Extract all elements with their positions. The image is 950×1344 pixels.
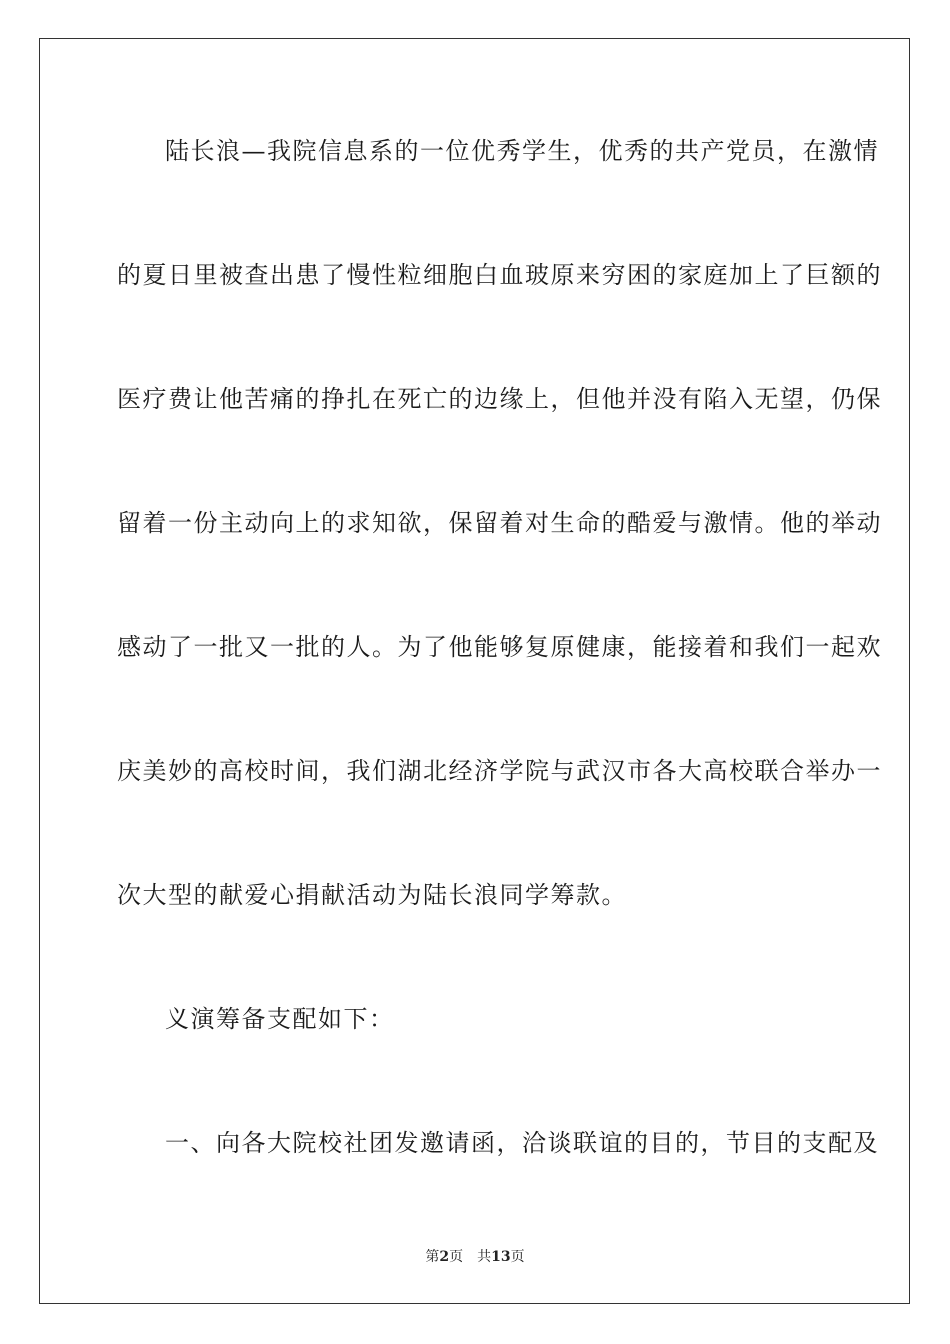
page-prefix: 第 <box>425 1249 440 1265</box>
page-border <box>39 38 910 1304</box>
paragraph-line-5: 感动了一批又一批的人。为了他能够复原健康，能接着和我们一起欢 <box>117 633 882 661</box>
paragraph-line-1: 陆长浪—我院信息系的一位优秀学生，优秀的共产党员，在激情 <box>165 137 879 165</box>
paragraph-line-6: 庆美妙的高校时间，我们湖北经济学院与武汉市各大高校联合举办一 <box>117 757 882 785</box>
paragraph-line-3: 医疗费让他苦痛的挣扎在死亡的边缘上，但他并没有陷入无望，仍保 <box>117 385 882 413</box>
paragraph-line-4: 留着一份主动向上的求知欲，保留着对生命的酷爱与激情。他的举动 <box>117 509 882 537</box>
page-suffix: 页 <box>449 1249 464 1265</box>
paragraph-line-7: 次大型的献爱心捐献活动为陆长浪同学筹款。 <box>117 881 627 909</box>
total-pages: 13 <box>491 1249 511 1265</box>
paragraph-line-2: 的夏日里被查出患了慢性粒细胞白血玻原来穷困的家庭加上了巨额的 <box>117 261 882 289</box>
page-number: 2 <box>439 1249 450 1265</box>
list-item-1: 一、向各大院校社团发邀请函，洽谈联谊的目的，节目的支配及 <box>165 1129 879 1157</box>
page-footer <box>0 1248 950 1266</box>
total-prefix: 共 <box>477 1249 492 1265</box>
total-suffix: 页 <box>510 1249 525 1265</box>
section-heading: 义演筹备支配如下： <box>165 1005 395 1033</box>
